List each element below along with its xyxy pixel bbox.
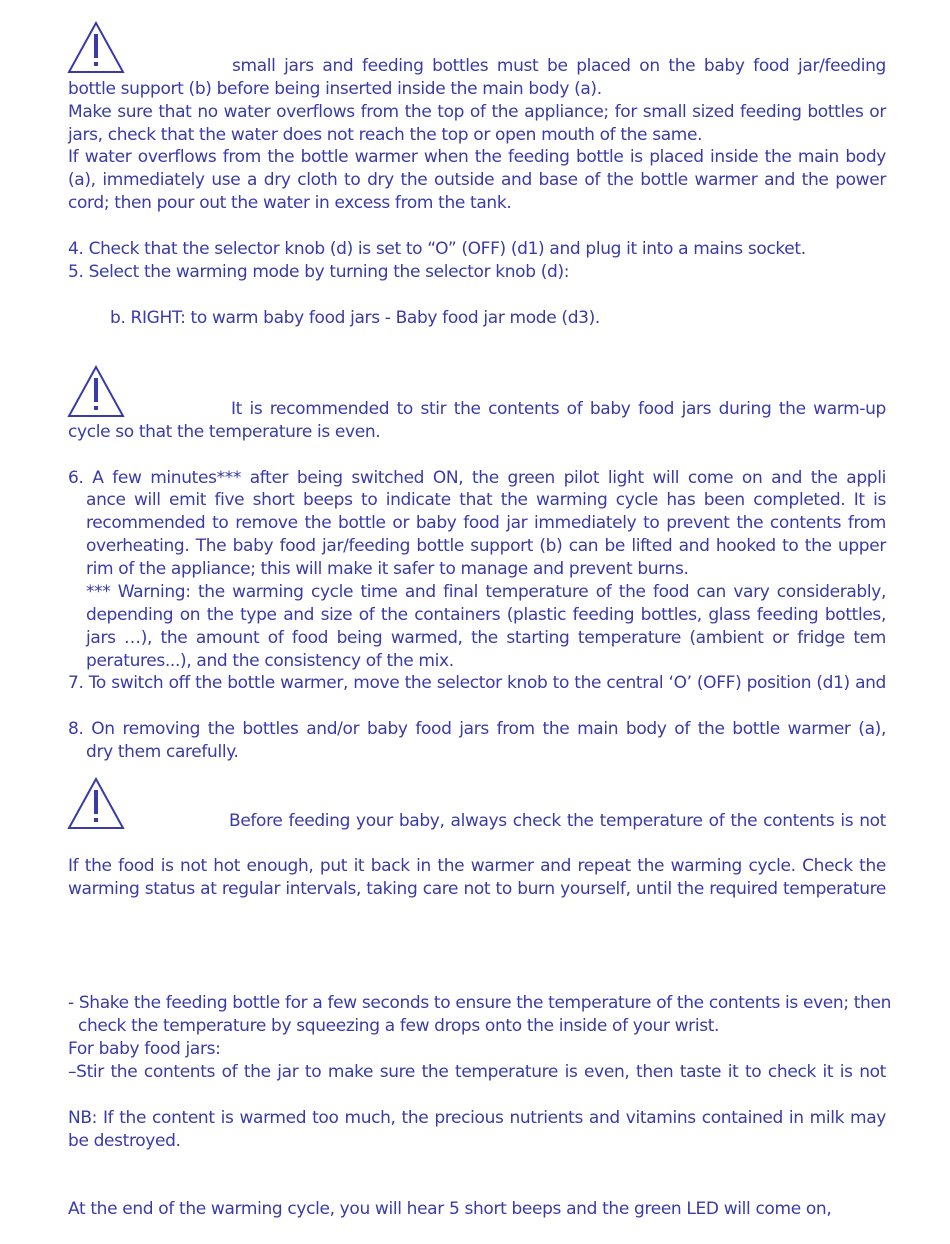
step-5b: b. RIGHT: to warm baby food jars - Baby food jar mode (d3). [110,308,600,328]
step-6-line6: *** Warning: the warming cycle time and final temperature of the food can vary considerably, [86,582,886,602]
step-5: 5. Select the warming mode by turning the selector knob (d): [68,262,570,282]
warning1-line3: Make sure that no water overflows from the top of the appliance; for small sized feeding bottles or [68,102,886,122]
warning1-line1: small jars and feeding bottles must be placed on the baby food jar/feeding [232,56,886,76]
warning1-line6: (a), immediately use a dry cloth to dry the outside and base of the bottle warmer and the power [68,170,886,190]
warning-triangle-icon [66,776,126,830]
jars-heading: For baby food jars: [68,1039,221,1059]
step-6-line5: rim of the appliance; this will make it safer to manage and prevent burns. [86,559,689,579]
step-6-line7: depending on the type and size of the containers (plastic feeding bottles, glass feeding bottles, [86,605,886,625]
warning1-line4: jars, check that the water does not reach the top or open mouth of the same. [68,125,703,145]
step-6-line2: ance will emit five short beeps to indicate that the warming cycle has been completed. It is [86,490,886,510]
warning1-line5: If water overflows from the bottle warmer when the feeding bottle is placed inside the main body [68,147,886,167]
step-4: 4. Check that the selector knob (d) is set to “O” (OFF) (d1) and plug it into a mains socket. [68,239,806,259]
warning-triangle-icon [66,20,126,74]
step-8-line2: dry them carefully. [86,742,239,762]
warning2-line2: cycle so that the temperature is even. [68,422,381,442]
end-line: At the end of the warming cycle, you will hear 5 short beeps and the green LED will come on, [68,1199,832,1219]
bottles-line2: check the temperature by squeezing a few drops onto the inside of your wrist. [78,1016,720,1036]
nb-line2: be destroyed. [68,1131,181,1151]
warning-triangle-icon [66,364,126,418]
bottles-line1: - Shake the feeding bottle for a few seconds to ensure the temperature of the contents is even; then [68,993,892,1013]
reheat-line1: If the food is not hot enough, put it back in the warmer and repeat the warming cycle. Check the [68,856,886,876]
step-6-line3: recommended to remove the bottle or baby food jar immediately to prevent the contents from [86,513,886,533]
step-6-line1: 6. A few minutes*** after being switched ON, the green pilot light will come on and the appli [68,468,886,488]
warning1-line2: bottle support (b) before being inserted inside the main body (a). [68,79,602,99]
step-6-line9: peratures...), and the consistency of the mix. [86,651,454,671]
jars-line1: –Stir the contents of the jar to make sure the temperature is even, then taste it to check it is not [68,1062,886,1082]
step-6-line4: overheating. The baby food jar/feeding bottle support (b) can be lifted and hooked to the upper [86,536,886,556]
warning1-line7: cord; then pour out the water in excess from the tank. [68,193,512,213]
nb-line1: NB: If the content is warmed too much, the precious nutrients and vitamins contained in milk may [68,1108,886,1128]
warning2-line1: It is recommended to stir the contents of baby food jars during the warm-up [231,399,886,419]
step-7: 7. To switch off the bottle warmer, move the selector knob to the central ‘O’ (OFF) position (d1) and [68,673,886,693]
reheat-line2: warming status at regular intervals, taking care not to burn yourself, until the required temperature [68,879,886,899]
step-6-line8: jars …), the amount of food being warmed, the starting temperature (ambient or fridge tem [86,628,886,648]
step-8-line1: 8. On removing the bottles and/or baby food jars from the main body of the bottle warmer (a), [68,719,886,739]
warning3-line1: Before feeding your baby, always check the temperature of the contents is not [229,811,886,831]
